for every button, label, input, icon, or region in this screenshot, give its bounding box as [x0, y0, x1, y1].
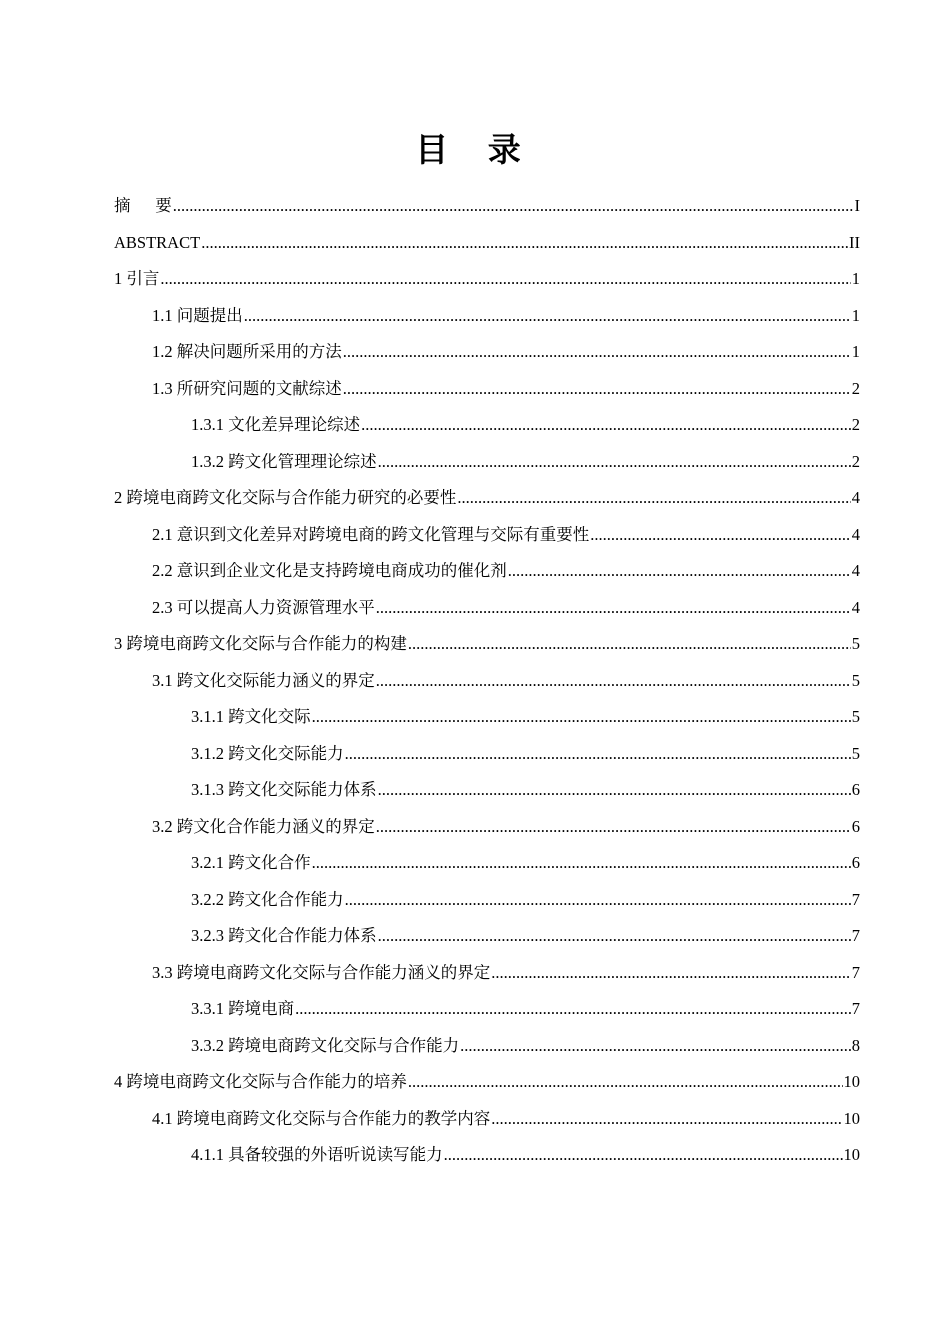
- toc-entry-label: 1.2 解决问题所采用的方法: [152, 342, 342, 361]
- toc-leader-dots: [201, 225, 848, 262]
- toc-entry-page: 10: [843, 1072, 860, 1091]
- toc-entry-label: 4.1 跨境电商跨文化交际与合作能力的教学内容: [152, 1108, 491, 1128]
- toc-entry-label: 2 跨境电商跨文化交际与合作能力研究的必要性: [114, 488, 457, 507]
- toc-leader-dots: [376, 809, 851, 846]
- toc-entry[interactable]: [114, 407, 860, 444]
- toc-entry-label: 3.1.3 跨文化交际能力体系: [191, 780, 377, 799]
- toc-entry-page: 5: [851, 743, 860, 763]
- toc-entry[interactable]: [114, 845, 860, 882]
- toc-leader-dots: [244, 298, 851, 335]
- toc-leader-dots: [345, 736, 851, 773]
- toc-entry-page: 4: [851, 488, 860, 507]
- toc-entry-page: 4: [851, 524, 860, 544]
- toc-entry[interactable]: [114, 1028, 860, 1065]
- toc-entry-label: 1.3.2 跨文化管理理论综述: [191, 451, 377, 471]
- toc-entry-label: 3.2.3 跨文化合作能力体系: [191, 926, 377, 945]
- toc-entry[interactable]: [114, 553, 860, 590]
- toc-entry-page: 10: [843, 1145, 860, 1164]
- toc-entry-label: 4.1.1 具备较强的外语听说读写能力: [191, 1145, 443, 1164]
- toc-entry-page: 7: [851, 999, 860, 1018]
- toc-entry[interactable]: [114, 517, 860, 554]
- toc-entry[interactable]: [114, 772, 860, 809]
- toc-entry[interactable]: [114, 809, 860, 846]
- toc-leader-dots: [343, 371, 851, 408]
- toc-entry-page: 7: [851, 889, 860, 909]
- toc-entry-page: 2: [851, 415, 860, 434]
- toc-leader-dots: [457, 480, 850, 517]
- toc-entry-label: ABSTRACT: [114, 232, 201, 252]
- toc-entry-page: 2: [851, 451, 860, 471]
- toc-entry-page: I: [854, 196, 860, 215]
- toc-entry-page: 4: [851, 561, 860, 580]
- toc-entry-label: 1 引言: [114, 269, 160, 288]
- toc-entry[interactable]: [114, 626, 860, 663]
- toc-title: 目 录: [415, 130, 535, 169]
- toc-entry-page: 4: [851, 597, 860, 617]
- toc-entry-label: 3.1.2 跨文化交际能力: [191, 743, 344, 763]
- toc-leader-dots: [173, 188, 854, 225]
- toc-entry-page: 10: [843, 1108, 860, 1128]
- toc-leader-dots: [295, 991, 851, 1028]
- toc-leader-dots: [378, 772, 851, 809]
- toc-leader-dots: [460, 1028, 851, 1065]
- toc-leader-dots: [361, 407, 851, 444]
- toc-leader-dots: [378, 918, 851, 955]
- toc-entry[interactable]: [114, 1137, 860, 1174]
- toc-entry-page: 7: [851, 962, 860, 982]
- toc-entry-label: 摘 要: [114, 196, 172, 215]
- toc-entry-label: 3.2.2 跨文化合作能力: [191, 889, 344, 909]
- toc-entry-label: 3 跨境电商跨文化交际与合作能力的构建: [114, 634, 407, 653]
- toc-leader-dots: [508, 553, 851, 590]
- toc-entry-label: 3.3.1 跨境电商: [191, 999, 295, 1018]
- toc-entry-page: II: [849, 232, 860, 252]
- toc-entry[interactable]: [114, 188, 860, 225]
- toc-entry[interactable]: [114, 261, 860, 298]
- toc-entry-label: 3.1.1 跨文化交际: [191, 707, 311, 726]
- toc-entry[interactable]: [114, 298, 860, 335]
- toc-entry-label: 4 跨境电商跨文化交际与合作能力的培养: [114, 1072, 407, 1091]
- toc-entry-page: 5: [851, 634, 860, 653]
- toc-entry-page: 5: [851, 707, 860, 726]
- toc-entry[interactable]: [114, 991, 860, 1028]
- toc-entry-label: 3.3.2 跨境电商跨文化交际与合作能力: [191, 1035, 460, 1055]
- toc-entry-label: 2.2 意识到企业文化是支持跨境电商成功的催化剂: [152, 561, 507, 580]
- toc-leader-dots: [408, 1064, 843, 1101]
- toc-entry-label: 2.1 意识到文化差异对跨境电商的跨文化管理与交际有重要性: [152, 524, 590, 544]
- toc-entry-page: 1: [851, 305, 860, 325]
- toc-entry-label: 1.3 所研究问题的文献综述: [152, 378, 342, 398]
- toc-entry-label: 3.2 跨文化合作能力涵义的界定: [152, 816, 375, 836]
- toc-entry[interactable]: [114, 736, 860, 773]
- toc-entry-page: 7: [851, 926, 860, 945]
- toc-entry[interactable]: [114, 225, 860, 262]
- toc-leader-dots: [160, 261, 850, 298]
- toc-entry[interactable]: [114, 444, 860, 481]
- toc-entry[interactable]: [114, 882, 860, 919]
- toc-leader-dots: [491, 955, 851, 992]
- toc-entry-page: 6: [851, 780, 860, 799]
- toc-leader-dots: [312, 699, 851, 736]
- toc-entry[interactable]: [114, 334, 860, 371]
- toc-entry[interactable]: [114, 918, 860, 955]
- toc-list: [114, 188, 860, 1174]
- toc-leader-dots: [312, 845, 851, 882]
- toc-entry-page: 8: [851, 1035, 860, 1055]
- toc-entry[interactable]: [114, 371, 860, 408]
- toc-entry-label: 1.3.1 文化差异理论综述: [191, 415, 361, 434]
- toc-entry[interactable]: [114, 1101, 860, 1138]
- toc-leader-dots: [378, 444, 851, 481]
- toc-leader-dots: [376, 590, 851, 627]
- toc-entry-page: 2: [851, 378, 860, 398]
- toc-leader-dots: [491, 1101, 842, 1138]
- toc-leader-dots: [444, 1137, 843, 1174]
- toc-entry-label: 3.1 跨文化交际能力涵义的界定: [152, 670, 375, 690]
- toc-leader-dots: [408, 626, 851, 663]
- toc-leader-dots: [376, 663, 851, 700]
- toc-leader-dots: [345, 882, 851, 919]
- toc-entry-page: 1: [851, 269, 860, 288]
- toc-entry-page: 6: [851, 816, 860, 836]
- toc-leader-dots: [590, 517, 851, 554]
- toc-entry-page: 5: [851, 670, 860, 690]
- toc-entry[interactable]: [114, 1064, 860, 1101]
- toc-entry-page: 1: [851, 342, 860, 361]
- toc-leader-dots: [343, 334, 851, 371]
- toc-entry-label: 2.3 可以提高人力资源管理水平: [152, 597, 375, 617]
- toc-entry[interactable]: [114, 955, 860, 992]
- toc-entry-label: 3.2.1 跨文化合作: [191, 853, 311, 872]
- toc-entry[interactable]: [114, 699, 860, 736]
- toc-entry[interactable]: [114, 590, 860, 627]
- toc-entry[interactable]: [114, 663, 860, 700]
- toc-entry-label: 1.1 问题提出: [152, 305, 243, 325]
- toc-entry-label: 3.3 跨境电商跨文化交际与合作能力涵义的界定: [152, 962, 491, 982]
- toc-entry[interactable]: [114, 480, 860, 517]
- toc-entry-page: 6: [851, 853, 860, 872]
